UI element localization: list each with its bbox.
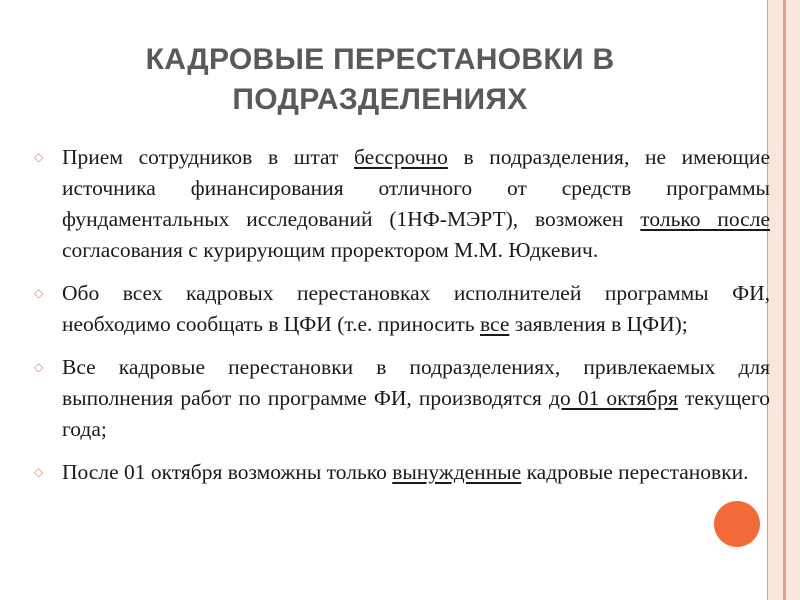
bullet-3-underlined-date: до 01 октября [549, 386, 678, 410]
bullet-1-text-a: Прием сотрудников в штат [62, 145, 355, 169]
bullet-list [30, 142, 770, 500]
slide-title-line-2: ПОДРАЗДЕЛЕНИЯХ [232, 83, 528, 116]
bullet-item-2 [30, 278, 770, 340]
hollow-diamond-bullet-icon: ◇ [34, 360, 44, 374]
bullet-1-text-e: согласования с курирующим проректором М.М. Юдкевич. [62, 238, 599, 262]
hollow-diamond-bullet-icon: ◇ [34, 465, 44, 479]
bullet-1-underlined-bessrochno: бессрочно [354, 145, 448, 169]
hollow-diamond-bullet-icon: ◇ [34, 286, 44, 300]
slide-title [60, 40, 700, 120]
bullet-2-text-c: заявления в ЦФИ); [509, 312, 688, 336]
bullet-2-text-a: Обо всех кадровых перестановках исполнителей программы ФИ, необходимо сообщать в ЦФИ (т.е. приносить [62, 281, 770, 336]
bullet-item-4 [30, 457, 770, 488]
hollow-diamond-bullet-icon: ◇ [34, 150, 44, 164]
slide-title-line-1: КАДРОВЫЕ ПЕРЕСТАНОВКИ В [145, 43, 615, 76]
bullet-item-3 [30, 352, 770, 445]
decorative-orange-circle [714, 501, 760, 547]
bullet-3-text-a: Все кадровые перестановки в подразделениях, привлекаемых для выполнения работ по программе ФИ, производятся [62, 355, 770, 410]
decorative-stripe-line [783, 0, 786, 600]
bullet-4-text-c: кадровые перестановки. [521, 460, 749, 484]
bullet-item-1 [30, 142, 770, 266]
bullet-4-text-a: После 01 октября возможны только [62, 460, 393, 484]
bullet-3-text-c: текущего года; [62, 386, 770, 441]
bullet-1-underlined-only-after: только после [640, 207, 770, 231]
bullet-1-text-c: в подразделения, не имеющие источника финансирования отличного от средств программы фундаментальных исследований (1НФ-МЭРТ), возможен [62, 145, 770, 231]
bullet-2-underlined-all: все [479, 312, 510, 336]
bullet-4-underlined-forced: вынужденные [392, 460, 522, 484]
